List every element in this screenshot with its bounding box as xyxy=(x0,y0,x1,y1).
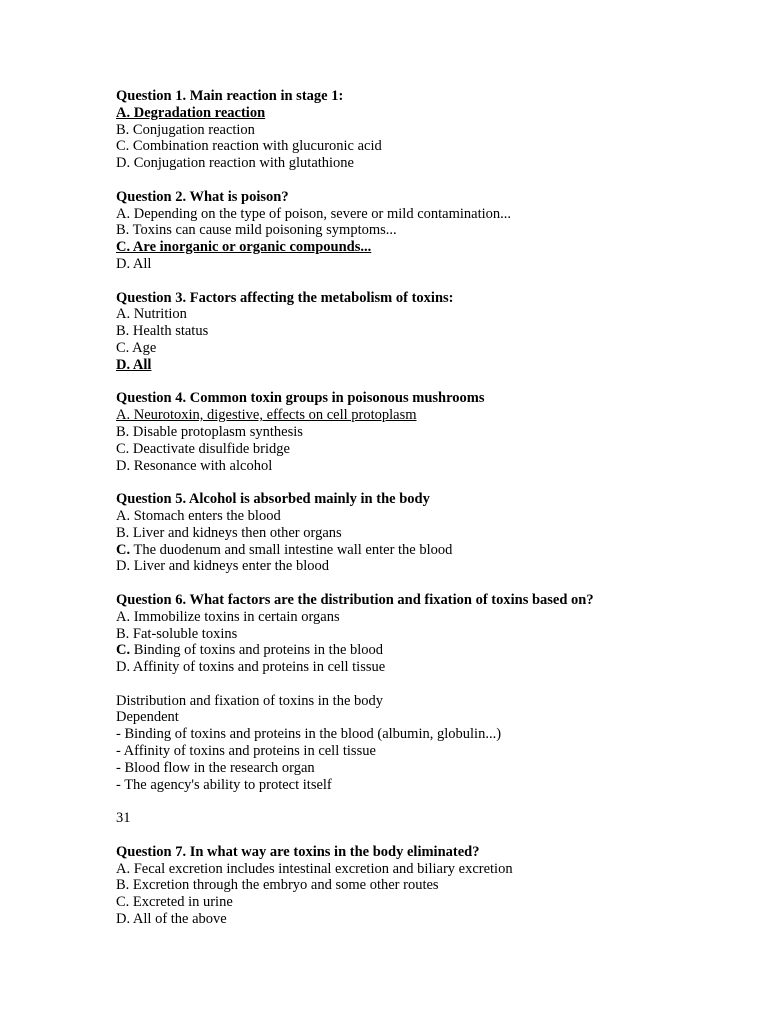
question-block xyxy=(116,491,736,575)
answer-option-text: Binding of toxins and proteins in the blood xyxy=(130,642,384,659)
question-block xyxy=(116,844,736,928)
answer-option-correct xyxy=(116,542,736,559)
answer-option: B. Liver and kidneys then other organs xyxy=(116,524,342,541)
question-block xyxy=(116,592,736,676)
answer-option: D. Liver and kidneys enter the blood xyxy=(116,558,330,575)
answer-option: A. Nutrition xyxy=(116,306,187,323)
answer-option-correct: C. Are inorganic or organic compounds... xyxy=(116,239,372,256)
answer-option: B. Conjugation reaction xyxy=(116,121,255,138)
question-title: Question 4. Common toxin groups in poisonous mushrooms xyxy=(116,390,485,407)
answer-option: D. All of the above xyxy=(116,911,227,928)
question-block xyxy=(116,390,736,474)
answer-option: B. Health status xyxy=(116,323,209,340)
question-title: Question 2. What is poison? xyxy=(116,188,289,205)
answer-option: B. Toxins can cause mild poisoning symptoms... xyxy=(116,222,397,239)
note-line: - Blood flow in the research organ xyxy=(116,759,315,776)
note-line: Distribution and fixation of toxins in the body xyxy=(116,692,384,709)
explanation-note xyxy=(116,693,736,794)
answer-option: A. Depending on the type of poison, severe or mild contamination... xyxy=(116,205,512,222)
question-title: Question 3. Factors affecting the metabolism of toxins: xyxy=(116,289,454,306)
page-number: 31 xyxy=(116,810,131,827)
answer-option: D. All xyxy=(116,255,152,272)
answer-option: B. Disable protoplasm synthesis xyxy=(116,423,303,440)
answer-option: C. Combination reaction with glucuronic acid xyxy=(116,138,382,155)
answer-option: A. Immobilize toxins in certain organs xyxy=(116,608,340,625)
note-line: Dependent xyxy=(116,709,179,726)
answer-option: D. Conjugation reaction with glutathione xyxy=(116,155,354,172)
answer-option-correct: A. Neurotoxin, digestive, effects on cell protoplasm xyxy=(116,407,417,424)
answer-option: B. Fat-soluble toxins xyxy=(116,625,238,642)
answer-option: A. Stomach enters the blood xyxy=(116,507,281,524)
answer-option: D. Affinity of toxins and proteins in cell tissue xyxy=(116,659,386,676)
answer-option-text: The duodenum and small intestine wall enter the blood xyxy=(130,541,453,558)
note-line: - The agency's ability to protect itself xyxy=(116,776,332,793)
answer-option-letter: C. xyxy=(116,541,131,558)
answer-option: C. Deactivate disulfide bridge xyxy=(116,440,290,457)
question-block xyxy=(116,88,736,172)
answer-option: C. Age xyxy=(116,339,157,356)
answer-option: B. Excretion through the embryo and some other routes xyxy=(116,877,439,894)
note-line: - Affinity of toxins and proteins in cell tissue xyxy=(116,743,376,760)
answer-option-correct: D. All xyxy=(116,356,152,373)
answer-option: A. Fecal excretion includes intestinal excretion and biliary excretion xyxy=(116,860,513,877)
question-block xyxy=(116,290,736,374)
question-title: Question 6. What factors are the distribution and fixation of toxins based on? xyxy=(116,591,594,608)
answer-option-letter: C. xyxy=(116,642,131,659)
answer-option-correct xyxy=(116,642,736,659)
answer-option: C. Excreted in urine xyxy=(116,894,233,911)
answer-option-correct: A. Degradation reaction xyxy=(116,104,266,121)
question-title: Question 5. Alcohol is absorbed mainly in the body xyxy=(116,491,430,508)
question-block xyxy=(116,189,736,273)
document-page xyxy=(116,88,736,928)
answer-option: D. Resonance with alcohol xyxy=(116,457,273,474)
question-title: Question 7. In what way are toxins in the body eliminated? xyxy=(116,843,480,860)
note-line: - Binding of toxins and proteins in the blood (albumin, globulin...) xyxy=(116,726,502,743)
question-title: Question 1. Main reaction in stage 1: xyxy=(116,88,344,104)
